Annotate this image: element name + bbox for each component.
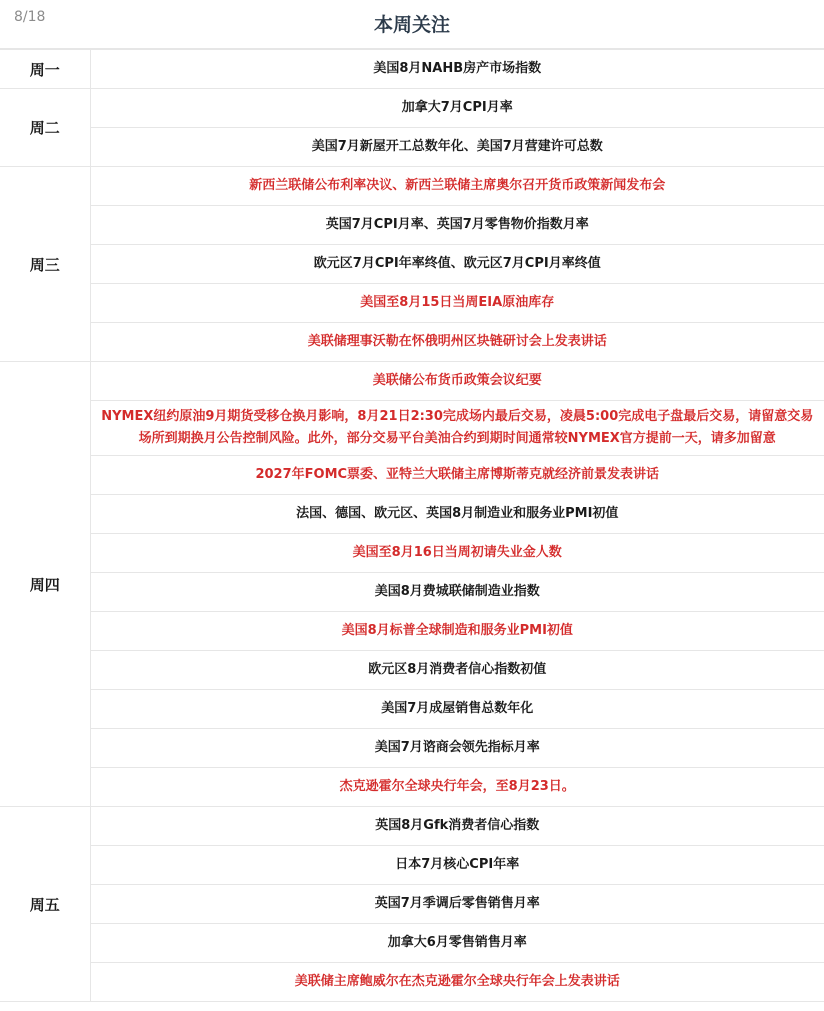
schedule-row [0,401,824,456]
schedule-row [0,456,824,495]
event-item: 欧元区8月消费者信心指数初值 [90,651,824,690]
event-item: 欧元区7月CPI年率终值、欧元区7月CPI月率终值 [90,245,824,284]
schedule-row [0,495,824,534]
schedule-row [0,573,824,612]
event-item-highlighted: 美国至8月16日当周初请失业金人数 [90,534,824,573]
event-item: 英国8月Gfk消费者信心指数 [90,807,824,846]
schedule-row [0,807,824,846]
event-item: 美国7月成屋销售总数年化 [90,690,824,729]
event-item-highlighted: 美国8月标普全球制造和服务业PMI初值 [90,612,824,651]
event-item-highlighted: 美联储主席鲍威尔在杰克逊霍尔全球央行年会上发表讲话 [90,963,824,1002]
schedule-body [0,50,824,1002]
schedule-row [0,128,824,167]
schedule-row [0,50,824,89]
event-item: 美国8月费城联储制造业指数 [90,573,824,612]
schedule-row [0,729,824,768]
schedule-row [0,690,824,729]
date-label: 8/18 [14,9,46,25]
schedule-row [0,885,824,924]
page-title: 本周关注 [373,14,450,36]
event-item: 美国7月谘商会领先指标月率 [90,729,824,768]
event-item: 美国7月新屋开工总数年化、美国7月营建许可总数 [90,128,824,167]
schedule-row [0,284,824,323]
schedule-row [0,846,824,885]
day-label: 周二 [0,89,90,167]
event-item-highlighted: 美联储理事沃勒在怀俄明州区块链研讨会上发表讲话 [90,323,824,362]
event-item: 加拿大7月CPI月率 [90,89,824,128]
schedule-row [0,167,824,206]
event-item-highlighted: 美联储公布货币政策会议纪要 [90,362,824,401]
day-label: 周五 [0,807,90,1002]
event-item-highlighted: 2027年FOMC票委、亚特兰大联储主席博斯蒂克就经济前景发表讲话 [90,456,824,495]
day-label: 周三 [0,167,90,362]
event-item: 日本7月核心CPI年率 [90,846,824,885]
event-item: 法国、德国、欧元区、英国8月制造业和服务业PMI初值 [90,495,824,534]
schedule-row [0,534,824,573]
schedule-row [0,612,824,651]
schedule-row [0,963,824,1002]
schedule-row [0,89,824,128]
day-label: 周四 [0,362,90,807]
event-item: 加拿大6月零售销售月率 [90,924,824,963]
event-item-highlighted: 杰克逊霍尔全球央行年会，至8月23日。 [90,768,824,807]
schedule-row [0,245,824,284]
schedule-row [0,323,824,362]
schedule-row [0,206,824,245]
event-item: 英国7月CPI月率、英国7月零售物价指数月率 [90,206,824,245]
header [0,0,824,49]
schedule-row [0,924,824,963]
event-item-highlighted: 新西兰联储公布利率决议、新西兰联储主席奥尔召开货币政策新闻发布会 [90,167,824,206]
event-item: 英国7月季调后零售销售月率 [90,885,824,924]
event-item-highlighted: NYMEX纽约原油9月期货受移仓换月影响，8月21日2:30完成场内最后交易，凌晨5:00完成电子盘最后交易，请留意交易场所到期换月公告控制风险。此外，部分交易平台美油合约到期时间通常较NYMEX官方提前一天，请多加留意 [90,401,824,456]
schedule-row [0,362,824,401]
event-item-highlighted: 美国至8月15日当周EIA原油库存 [90,284,824,323]
schedule-row [0,768,824,807]
event-item: 美国8月NAHB房产市场指数 [90,50,824,89]
day-label: 周一 [0,50,90,89]
schedule-table [0,49,824,1002]
schedule-row [0,651,824,690]
